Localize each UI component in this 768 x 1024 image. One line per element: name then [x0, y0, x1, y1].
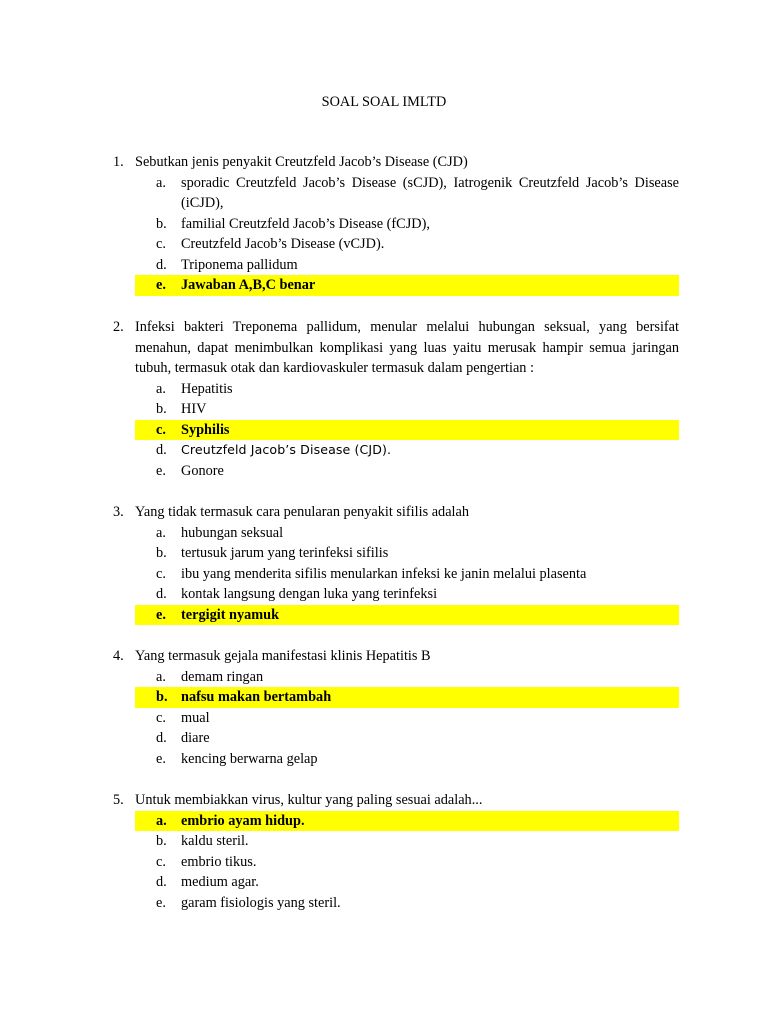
- option-c-correct-answer: [135, 420, 679, 441]
- question-1: [113, 152, 679, 296]
- question-number: 4.: [113, 648, 124, 664]
- option-text: diare: [181, 730, 210, 746]
- question-text: Untuk membiakkan virus, kultur yang paling sesuai adalah...: [135, 792, 483, 808]
- option-list: [135, 667, 679, 770]
- question-text: Yang termasuk gejala manifestasi klinis Hepatitis B: [135, 648, 431, 664]
- option-letter: b.: [156, 545, 167, 561]
- option-e: [135, 749, 679, 770]
- option-text: embrio ayam hidup.: [181, 812, 305, 829]
- option-letter: b.: [156, 215, 167, 232]
- question-number: 1.: [113, 154, 124, 170]
- option-letter: c.: [156, 709, 166, 726]
- option-letter: a.: [156, 524, 166, 541]
- option-list: [135, 811, 679, 914]
- option-text: mual: [181, 709, 210, 726]
- option-text: sporadic Creutzfeld Jacob’s Disease (sCJD), Iatrogenik Creutzfeld Jacob’s Disease (iCJD),: [181, 174, 679, 211]
- option-list: [135, 379, 679, 482]
- option-c: [135, 852, 679, 873]
- question-number: 5.: [113, 792, 124, 808]
- question-4: [113, 646, 679, 769]
- option-letter: d.: [156, 442, 167, 458]
- option-d: [135, 255, 679, 276]
- question-text: Sebutkan jenis penyakit Creutzfeld Jacob’s Disease (CJD): [135, 154, 468, 170]
- option-e: [135, 461, 679, 482]
- option-letter: e.: [156, 894, 166, 911]
- option-b: [135, 543, 679, 564]
- option-text: medium agar.: [181, 874, 259, 890]
- option-e: [135, 893, 679, 914]
- question-3: [113, 502, 679, 625]
- option-text: hubungan seksual: [181, 524, 284, 541]
- option-text: familial Creutzfeld Jacob’s Disease (fCJD),: [181, 215, 430, 232]
- question-text: Infeksi bakteri Treponema pallidum, menular melalui hubungan seksual, yang bersifat menahun, dapat menimbulkan komplikasi yang luas yaitu merusak hampir semua jaringan tubuh, termasuk otak dan kardiovaskuler termasuk dalam pengertian :: [135, 319, 679, 376]
- option-letter: b.: [156, 401, 167, 417]
- option-list: [135, 173, 679, 296]
- option-letter: b.: [156, 689, 168, 705]
- option-text: demam ringan: [181, 668, 264, 685]
- question-number: 3.: [113, 504, 124, 520]
- option-a: [135, 667, 679, 688]
- option-d: [135, 872, 679, 893]
- question-text: Yang tidak termasuk cara penularan penyakit sifilis adalah: [135, 504, 470, 520]
- option-d: [135, 728, 679, 749]
- option-letter: a.: [156, 812, 167, 829]
- option-letter: d.: [156, 874, 167, 890]
- option-letter: b.: [156, 833, 167, 849]
- option-text: Jawaban A,B,C benar: [181, 277, 316, 293]
- question-2: [113, 317, 679, 481]
- option-text: Gonore: [181, 462, 224, 479]
- option-letter: a.: [156, 380, 166, 397]
- option-letter: c.: [156, 421, 166, 438]
- option-e-correct-answer: [135, 275, 679, 296]
- option-b: [135, 399, 679, 420]
- option-letter: c.: [156, 853, 166, 870]
- option-text: Triponema pallidum: [181, 256, 298, 273]
- option-letter: e.: [156, 277, 166, 293]
- option-letter: e.: [156, 606, 166, 623]
- option-a-correct-answer: [135, 811, 679, 832]
- option-d: [135, 440, 679, 461]
- option-text: Creutzfeld Jacob’s Disease (CJD).: [181, 442, 392, 457]
- option-letter: d.: [156, 586, 167, 602]
- option-text: kontak langsung dengan luka yang terinfeksi: [181, 586, 438, 602]
- option-b: [135, 214, 679, 235]
- option-text: HIV: [181, 401, 207, 417]
- option-letter: e.: [156, 750, 166, 767]
- option-letter: c.: [156, 236, 166, 252]
- option-letter: d.: [156, 730, 167, 746]
- question-5: [113, 790, 679, 913]
- option-b: [135, 831, 679, 852]
- option-e-correct-answer: [135, 605, 679, 626]
- option-a: [135, 523, 679, 544]
- option-text: Hepatitis: [181, 380, 233, 397]
- option-d: [135, 584, 679, 605]
- option-letter: e.: [156, 462, 166, 479]
- option-a: [135, 379, 679, 400]
- option-c: [135, 564, 679, 585]
- page-title: SOAL SOAL IMLTD: [321, 94, 447, 110]
- option-text: Creutzfeld Jacob’s Disease (vCJD).: [181, 236, 385, 252]
- option-text: nafsu makan bertambah: [181, 689, 332, 705]
- option-text: ibu yang menderita sifilis menularkan infeksi ke janin melalui plasenta: [181, 565, 587, 582]
- option-letter: d.: [156, 256, 167, 273]
- option-letter: c.: [156, 565, 166, 582]
- option-text: kencing berwarna gelap: [181, 750, 318, 767]
- option-text: kaldu steril.: [181, 833, 249, 849]
- option-text: Syphilis: [181, 421, 230, 438]
- option-list: [135, 523, 679, 626]
- option-c: [135, 708, 679, 729]
- option-c: [135, 234, 679, 255]
- option-text: tertusuk jarum yang terinfeksi sifilis: [181, 545, 389, 561]
- option-b-correct-answer: [135, 687, 679, 708]
- option-text: tergigit nyamuk: [181, 606, 280, 623]
- option-a: [135, 173, 679, 214]
- question-number: 2.: [113, 319, 124, 335]
- option-letter: a.: [156, 668, 166, 685]
- option-text: embrio tikus.: [181, 853, 257, 870]
- option-text: garam fisiologis yang steril.: [181, 894, 341, 911]
- option-letter: a.: [156, 174, 166, 191]
